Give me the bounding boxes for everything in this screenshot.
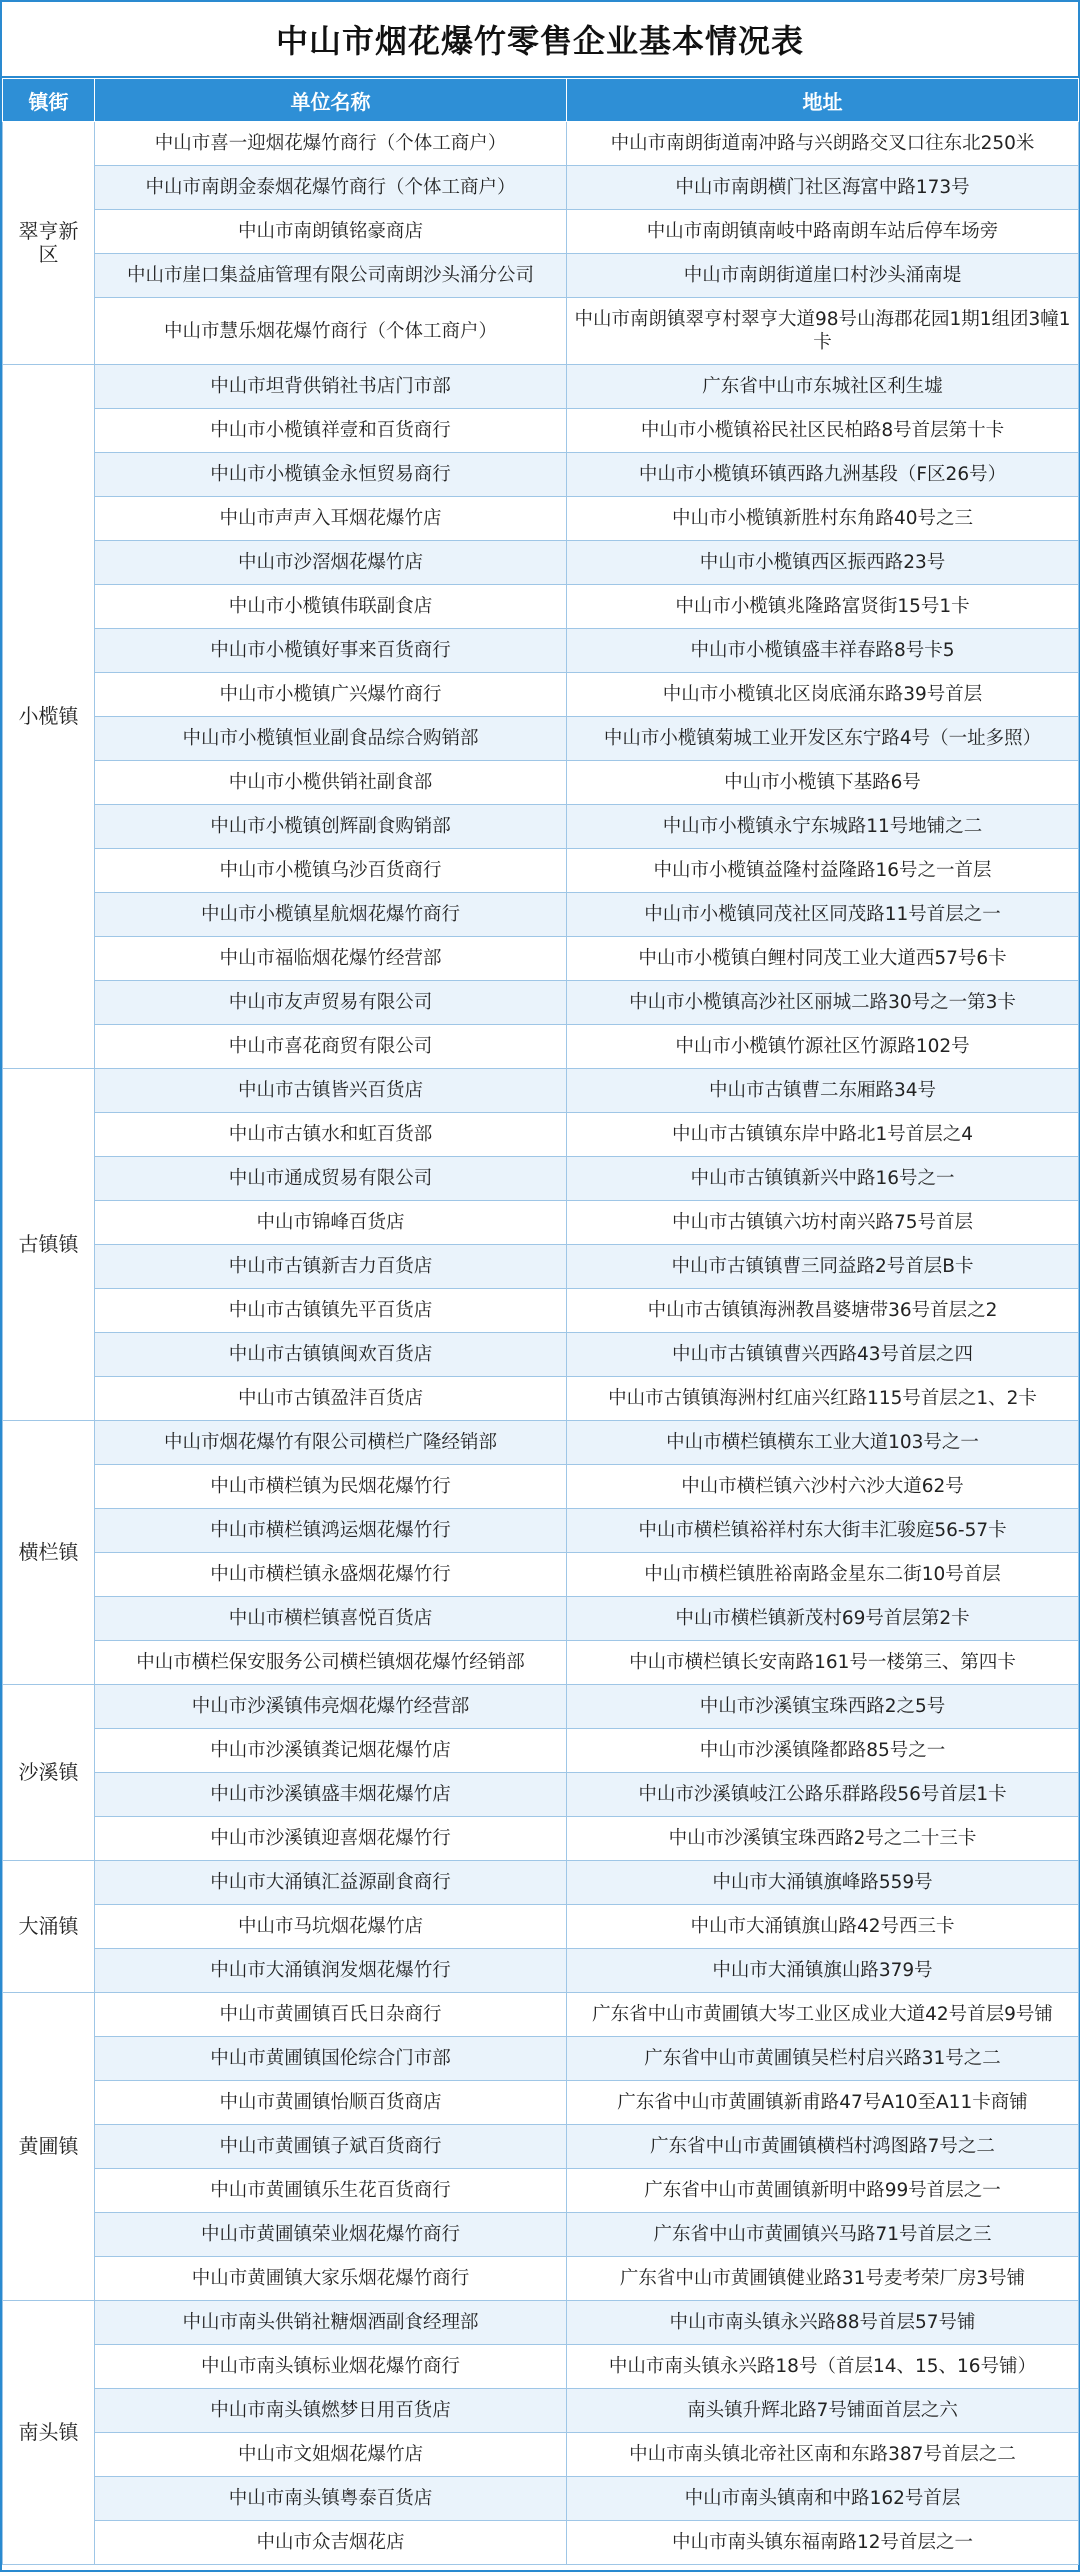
address-cell: 中山市小榄镇同茂社区同茂路11号首层之一 (567, 893, 1079, 937)
address-cell: 广东省中山市黄圃镇吴栏村启兴路31号之二 (567, 2037, 1079, 2081)
address-cell: 中山市小榄镇新胜村东角路40号之三 (567, 497, 1079, 541)
unit-name-cell: 中山市小榄镇祥壹和百货商行 (95, 409, 567, 453)
table-row (3, 2257, 1079, 2301)
table-row (3, 1289, 1079, 1333)
unit-name-cell: 中山市横栏镇喜悦百货店 (95, 1597, 567, 1641)
address-cell: 广东省中山市黄圃镇新甫路47号A10至A11卡商铺 (567, 2081, 1079, 2125)
table-row (3, 365, 1079, 409)
table-row (3, 2213, 1079, 2257)
unit-name-cell: 中山市黄圃镇子斌百货商行 (95, 2125, 567, 2169)
table-row (3, 761, 1079, 805)
address-cell: 中山市小榄镇兆隆路富贤街15号1卡 (567, 585, 1079, 629)
table-row (3, 1641, 1079, 1685)
header-town: 镇街 (3, 79, 95, 122)
address-cell: 中山市小榄镇永宁东城路11号地铺之二 (567, 805, 1079, 849)
table-row (3, 2037, 1079, 2081)
unit-name-cell: 中山市小榄镇金永恒贸易商行 (95, 453, 567, 497)
header-address: 地址 (567, 79, 1079, 122)
table-row (3, 629, 1079, 673)
header-name: 单位名称 (95, 79, 567, 122)
table-row (3, 981, 1079, 1025)
unit-name-cell: 中山市沙溪镇迎喜烟花爆竹行 (95, 1817, 567, 1861)
address-cell: 中山市大涌镇旗山路379号 (567, 1949, 1079, 1993)
address-cell: 广东省中山市黄圃镇大岑工业区成业大道42号首层9号铺 (567, 1993, 1079, 2037)
table-row (3, 1245, 1079, 1289)
unit-name-cell: 中山市古镇水和虹百货部 (95, 1113, 567, 1157)
table-row (3, 893, 1079, 937)
address-cell: 中山市小榄镇菊城工业开发区东宁路4号（一址多照） (567, 717, 1079, 761)
unit-name-cell: 中山市横栏镇为民烟花爆竹行 (95, 1465, 567, 1509)
address-cell: 中山市小榄镇益隆村益隆路16号之一首层 (567, 849, 1079, 893)
address-cell: 中山市古镇镇东岸中路北1号首层之4 (567, 1113, 1079, 1157)
table-row (3, 1905, 1079, 1949)
table-row (3, 1685, 1079, 1729)
town-cell: 古镇镇 (3, 1069, 95, 1421)
address-cell: 南头镇升辉北路7号铺面首层之六 (567, 2389, 1079, 2433)
town-cell: 沙溪镇 (3, 1685, 95, 1861)
unit-name-cell: 中山市南头镇燃梦日用百货店 (95, 2389, 567, 2433)
address-cell: 中山市横栏镇裕祥村东大街丰汇骏庭56-57卡 (567, 1509, 1079, 1553)
table-row (3, 585, 1079, 629)
table-row (3, 1597, 1079, 1641)
address-cell: 中山市横栏镇横东工业大道103号之一 (567, 1421, 1079, 1465)
table-row (3, 2125, 1079, 2169)
address-cell: 中山市横栏镇长安南路161号一楼第三、第四卡 (567, 1641, 1079, 1685)
unit-name-cell: 中山市小榄镇创辉副食购销部 (95, 805, 567, 849)
unit-name-cell: 中山市黄圃镇怡顺百货商店 (95, 2081, 567, 2125)
table-row (3, 1201, 1079, 1245)
address-cell: 广东省中山市黄圃镇健业路31号麦考荣厂房3号铺 (567, 2257, 1079, 2301)
table-row (3, 298, 1079, 365)
table-row (3, 453, 1079, 497)
town-cell: 横栏镇 (3, 1421, 95, 1685)
unit-name-cell: 中山市南朗金泰烟花爆竹商行（个体工商户） (95, 166, 567, 210)
table-body (3, 122, 1079, 2565)
unit-name-cell: 中山市沙溪镇粪记烟花爆竹店 (95, 1729, 567, 1773)
table-row (3, 1113, 1079, 1157)
address-cell: 中山市南头镇东福南路12号首层之一 (567, 2521, 1079, 2565)
town-cell: 翠亨新区 (3, 122, 95, 365)
table-row (3, 2433, 1079, 2477)
address-cell: 中山市南头镇永兴路88号首层57号铺 (567, 2301, 1079, 2345)
table-row (3, 2169, 1079, 2213)
unit-name-cell: 中山市小榄镇星航烟花爆竹商行 (95, 893, 567, 937)
unit-name-cell: 中山市大涌镇润发烟花爆竹行 (95, 1949, 567, 1993)
address-cell: 中山市小榄镇西区振西路23号 (567, 541, 1079, 585)
table-row (3, 1817, 1079, 1861)
address-cell: 中山市小榄镇盛丰祥春路8号卡5 (567, 629, 1079, 673)
address-cell: 中山市横栏镇六沙村六沙大道62号 (567, 1465, 1079, 1509)
table-row (3, 1377, 1079, 1421)
town-cell: 大涌镇 (3, 1861, 95, 1993)
unit-name-cell: 中山市通成贸易有限公司 (95, 1157, 567, 1201)
table-row (3, 673, 1079, 717)
unit-name-cell: 中山市古镇新吉力百货店 (95, 1245, 567, 1289)
address-cell: 中山市古镇镇新兴中路16号之一 (567, 1157, 1079, 1201)
table-row (3, 1509, 1079, 1553)
unit-name-cell: 中山市声声入耳烟花爆竹店 (95, 497, 567, 541)
address-cell: 广东省中山市黄圃镇横档村鸿图路7号之二 (567, 2125, 1079, 2169)
table-header-row (3, 79, 1079, 122)
unit-name-cell: 中山市崖口集益庙管理有限公司南朗沙头涌分公司 (95, 254, 567, 298)
table-row (3, 805, 1079, 849)
unit-name-cell: 中山市黄圃镇百氏日杂商行 (95, 1993, 567, 2037)
unit-name-cell: 中山市南头供销社糖烟酒副食经理部 (95, 2301, 567, 2345)
unit-name-cell: 中山市黄圃镇国伦综合门市部 (95, 2037, 567, 2081)
unit-name-cell: 中山市古镇皆兴百货店 (95, 1069, 567, 1113)
unit-name-cell: 中山市南头镇粤泰百货店 (95, 2477, 567, 2521)
address-cell: 中山市小榄镇环镇西路九洲基段（F区26号） (567, 453, 1079, 497)
table-row (3, 409, 1079, 453)
unit-name-cell: 中山市福临烟花爆竹经营部 (95, 937, 567, 981)
table-row (3, 2301, 1079, 2345)
address-cell: 中山市横栏镇新茂村69号首层第2卡 (567, 1597, 1079, 1641)
table-row (3, 122, 1079, 166)
table-row (3, 166, 1079, 210)
unit-name-cell: 中山市众吉烟花店 (95, 2521, 567, 2565)
unit-name-cell: 中山市横栏保安服务公司横栏镇烟花爆竹经销部 (95, 1641, 567, 1685)
unit-name-cell: 中山市沙滘烟花爆竹店 (95, 541, 567, 585)
unit-name-cell: 中山市小榄镇好事来百货商行 (95, 629, 567, 673)
address-cell: 中山市沙溪镇宝珠西路2号之二十三卡 (567, 1817, 1079, 1861)
unit-name-cell: 中山市南朗镇铭豪商店 (95, 210, 567, 254)
unit-name-cell: 中山市古镇镇闽欢百货店 (95, 1333, 567, 1377)
retail-enterprise-table (2, 78, 1079, 2565)
address-cell: 中山市沙溪镇宝珠西路2之5号 (567, 1685, 1079, 1729)
unit-name-cell: 中山市横栏镇鸿运烟花爆竹行 (95, 1509, 567, 1553)
address-cell: 中山市南朗横门社区海富中路173号 (567, 166, 1079, 210)
table-row (3, 1465, 1079, 1509)
table-row (3, 2521, 1079, 2565)
unit-name-cell: 中山市沙溪镇伟亮烟花爆竹经营部 (95, 1685, 567, 1729)
table-row (3, 2477, 1079, 2521)
unit-name-cell: 中山市黄圃镇大家乐烟花爆竹商行 (95, 2257, 567, 2301)
address-cell: 中山市古镇曹二东厢路34号 (567, 1069, 1079, 1113)
table-row (3, 1949, 1079, 1993)
unit-name-cell: 中山市文姐烟花爆竹店 (95, 2433, 567, 2477)
address-cell: 中山市古镇镇曹三同益路2号首层B卡 (567, 1245, 1079, 1289)
table-row (3, 2081, 1079, 2125)
address-cell: 广东省中山市黄圃镇兴马路71号首层之三 (567, 2213, 1079, 2257)
address-cell: 中山市南头镇北帝社区南和东路387号首层之二 (567, 2433, 1079, 2477)
address-cell: 中山市南朗镇南岐中路南朗车站后停车场旁 (567, 210, 1079, 254)
table-row (3, 849, 1079, 893)
unit-name-cell: 中山市小榄供销社副食部 (95, 761, 567, 805)
unit-name-cell: 中山市黄圃镇荣业烟花爆竹商行 (95, 2213, 567, 2257)
unit-name-cell: 中山市锦峰百货店 (95, 1201, 567, 1245)
town-cell: 南头镇 (3, 2301, 95, 2565)
table-row (3, 1553, 1079, 1597)
address-cell: 中山市古镇镇海洲村红庙兴红路115号首层之1、2卡 (567, 1377, 1079, 1421)
address-cell: 中山市小榄镇高沙社区丽城二路30号之一第3卡 (567, 981, 1079, 1025)
unit-name-cell: 中山市小榄镇乌沙百货商行 (95, 849, 567, 893)
address-cell: 中山市小榄镇白鲤村同茂工业大道西57号6卡 (567, 937, 1079, 981)
address-cell: 中山市古镇镇海洲教昌婆塘带36号首层之2 (567, 1289, 1079, 1333)
unit-name-cell: 中山市小榄镇伟联副食店 (95, 585, 567, 629)
page-title: 中山市烟花爆竹零售企业基本情况表 (2, 2, 1078, 78)
address-cell: 中山市小榄镇下基路6号 (567, 761, 1079, 805)
table-row (3, 1773, 1079, 1817)
table-row (3, 1025, 1079, 1069)
table-row (3, 717, 1079, 761)
table-row (3, 497, 1079, 541)
address-cell: 中山市南朗镇翠亨村翠亨大道98号山海郡花园1期1组团3幢1卡 (567, 298, 1079, 365)
unit-name-cell: 中山市小榄镇恒业副食品综合购销部 (95, 717, 567, 761)
table-row (3, 937, 1079, 981)
town-cell: 黄圃镇 (3, 1993, 95, 2301)
table-row (3, 1157, 1079, 1201)
unit-name-cell: 中山市喜一迎烟花爆竹商行（个体工商户） (95, 122, 567, 166)
table-row (3, 1729, 1079, 1773)
unit-name-cell: 中山市坦背供销社书店门市部 (95, 365, 567, 409)
address-cell: 中山市古镇镇六坊村南兴路75号首层 (567, 1201, 1079, 1245)
address-cell: 中山市沙溪镇隆都路85号之一 (567, 1729, 1079, 1773)
address-cell: 中山市古镇镇曹兴西路43号首层之四 (567, 1333, 1079, 1377)
address-cell: 中山市小榄镇北区岗底涌东路39号首层 (567, 673, 1079, 717)
address-cell: 中山市小榄镇竹源社区竹源路102号 (567, 1025, 1079, 1069)
table-row (3, 1069, 1079, 1113)
address-cell: 广东省中山市黄圃镇新明中路99号首层之一 (567, 2169, 1079, 2213)
address-cell: 中山市南朗街道崖口村沙头涌南堤 (567, 254, 1079, 298)
table-row (3, 1993, 1079, 2037)
unit-name-cell: 中山市南头镇标业烟花爆竹商行 (95, 2345, 567, 2389)
unit-name-cell: 中山市喜花商贸有限公司 (95, 1025, 567, 1069)
unit-name-cell: 中山市烟花爆竹有限公司横栏广隆经销部 (95, 1421, 567, 1465)
address-cell: 中山市沙溪镇岐江公路乐群路段56号首层1卡 (567, 1773, 1079, 1817)
unit-name-cell: 中山市黄圃镇乐生花百货商行 (95, 2169, 567, 2213)
address-cell: 中山市横栏镇胜裕南路金星东二街10号首层 (567, 1553, 1079, 1597)
unit-name-cell: 中山市横栏镇永盛烟花爆竹行 (95, 1553, 567, 1597)
unit-name-cell: 中山市小榄镇广兴爆竹商行 (95, 673, 567, 717)
unit-name-cell: 中山市古镇镇先平百货店 (95, 1289, 567, 1333)
table-row (3, 2345, 1079, 2389)
address-cell: 中山市南头镇南和中路162号首层 (567, 2477, 1079, 2521)
address-cell: 中山市南朗街道南冲路与兴朗路交叉口往东北250米 (567, 122, 1079, 166)
address-cell: 中山市南头镇永兴路18号（首层14、15、16号铺） (567, 2345, 1079, 2389)
table-row (3, 541, 1079, 585)
table-row (3, 254, 1079, 298)
table-row (3, 1333, 1079, 1377)
unit-name-cell: 中山市沙溪镇盛丰烟花爆竹店 (95, 1773, 567, 1817)
unit-name-cell: 中山市慧乐烟花爆竹商行（个体工商户） (95, 298, 567, 365)
address-cell: 中山市大涌镇旗山路42号西三卡 (567, 1905, 1079, 1949)
town-cell: 小榄镇 (3, 365, 95, 1069)
table-row (3, 2389, 1079, 2433)
unit-name-cell: 中山市古镇盈沣百货店 (95, 1377, 567, 1421)
address-cell: 中山市小榄镇裕民社区民柏路8号首层第十卡 (567, 409, 1079, 453)
address-cell: 广东省中山市东城社区利生墟 (567, 365, 1079, 409)
unit-name-cell: 中山市友声贸易有限公司 (95, 981, 567, 1025)
table-row (3, 210, 1079, 254)
address-cell: 中山市大涌镇旗峰路559号 (567, 1861, 1079, 1905)
table-row (3, 1421, 1079, 1465)
table-row (3, 1861, 1079, 1905)
unit-name-cell: 中山市马坑烟花爆竹店 (95, 1905, 567, 1949)
unit-name-cell: 中山市大涌镇汇益源副食商行 (95, 1861, 567, 1905)
